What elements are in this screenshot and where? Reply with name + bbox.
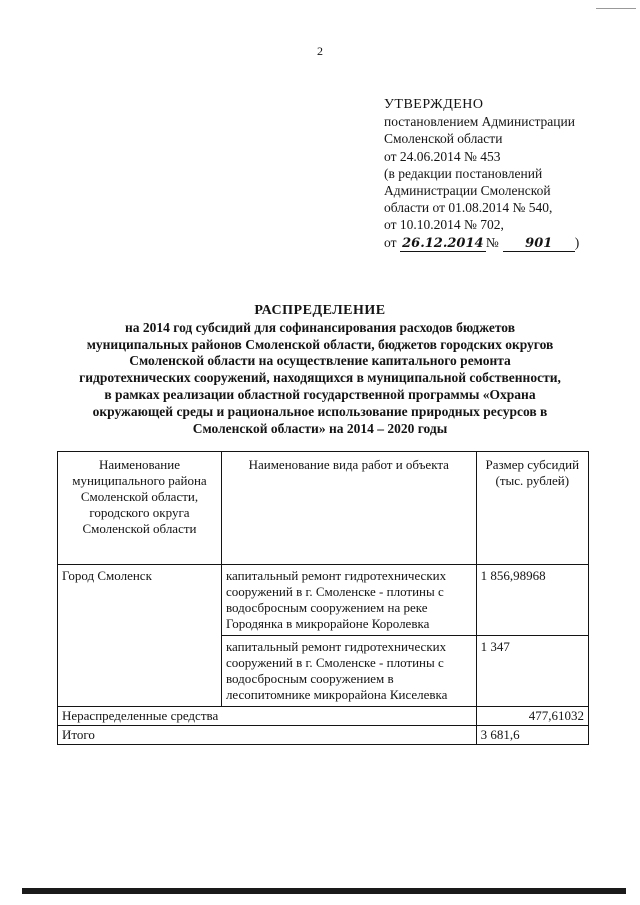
- approval-line: Администрации Смоленской: [384, 183, 551, 199]
- header-work: Наименование вида работ и объекта: [221, 452, 476, 565]
- cell-amount: 1 347: [476, 636, 588, 707]
- title-line: в рамках реализации областной государственной программы «Охрана: [104, 386, 536, 402]
- table-row-unallocated: [58, 707, 589, 726]
- closing-paren: ): [574, 234, 580, 250]
- number-sign: №: [485, 234, 499, 250]
- header-municipality: Наименование муниципального района Смоленской области, городского округа Смоленской области: [58, 452, 222, 565]
- title-main: РАСПРЕДЕЛЕНИЕ: [254, 303, 386, 318]
- cell-total-amount: 3 681,6: [476, 726, 588, 745]
- page-number: 2: [317, 44, 323, 58]
- cell-unallocated-label: Нераспределенные средства: [58, 707, 477, 726]
- title-line: муниципальных районов Смоленской области, бюджетов городских округов: [86, 336, 554, 352]
- title-line: гидротехнических сооружений, находящихся в муниципальной собственности,: [79, 370, 561, 386]
- approval-line: от 24.06.2014 № 453: [384, 148, 501, 164]
- title-line: Смоленской области на осуществление капитального ремонта: [129, 353, 511, 369]
- title-line: Смоленской области» на 2014 – 2020 годы: [192, 420, 448, 436]
- table-row: [58, 565, 589, 636]
- cell-amount: 1 856,98968: [476, 565, 588, 636]
- cell-work: капитальный ремонт гидротехнических сооружений в г. Смоленске - плотины с водосбросным сооружением в лесопитомнике микрорайона Киселевка: [221, 636, 476, 707]
- cell-unallocated-amount: 477,61032: [476, 707, 588, 726]
- cell-total-label: Итого: [58, 726, 477, 745]
- cell-work: капитальный ремонт гидротехнических сооружений в г. Смоленске - плотины с водосбросным сооружением на реке Городянка в микрорайоне Королевка: [221, 565, 476, 636]
- approval-stamp: [384, 96, 624, 252]
- approval-line: Смоленской области: [384, 131, 503, 147]
- scan-edge-bar: [22, 888, 626, 894]
- document-title: [40, 303, 600, 437]
- approval-last-prefix: от: [384, 234, 397, 250]
- title-line: окружающей среды и рациональное использование природных ресурсов в: [92, 403, 548, 419]
- approval-line: от 10.10.2014 № 702,: [384, 217, 504, 233]
- table-header-row: [58, 452, 589, 565]
- approval-last-line: [384, 234, 624, 252]
- handwritten-date: 26.12.2014: [400, 237, 486, 252]
- approval-line: постановлением Администрации: [384, 114, 575, 130]
- table-row-total: [58, 726, 589, 745]
- cell-municipality: Город Смоленск: [58, 565, 222, 707]
- handwritten-number: 901: [503, 237, 575, 252]
- top-edge-rule: [596, 8, 636, 9]
- title-line: на 2014 год субсидий для софинансирования расходов бюджетов: [125, 319, 515, 335]
- header-amount: Размер субсидий (тыс. рублей): [476, 452, 588, 565]
- approval-line: области от 01.08.2014 № 540,: [384, 200, 553, 216]
- approval-line: (в редакции постановлений: [384, 165, 543, 181]
- approval-heading: УТВЕРЖДЕНО: [384, 97, 484, 112]
- subsidy-table: [57, 451, 589, 745]
